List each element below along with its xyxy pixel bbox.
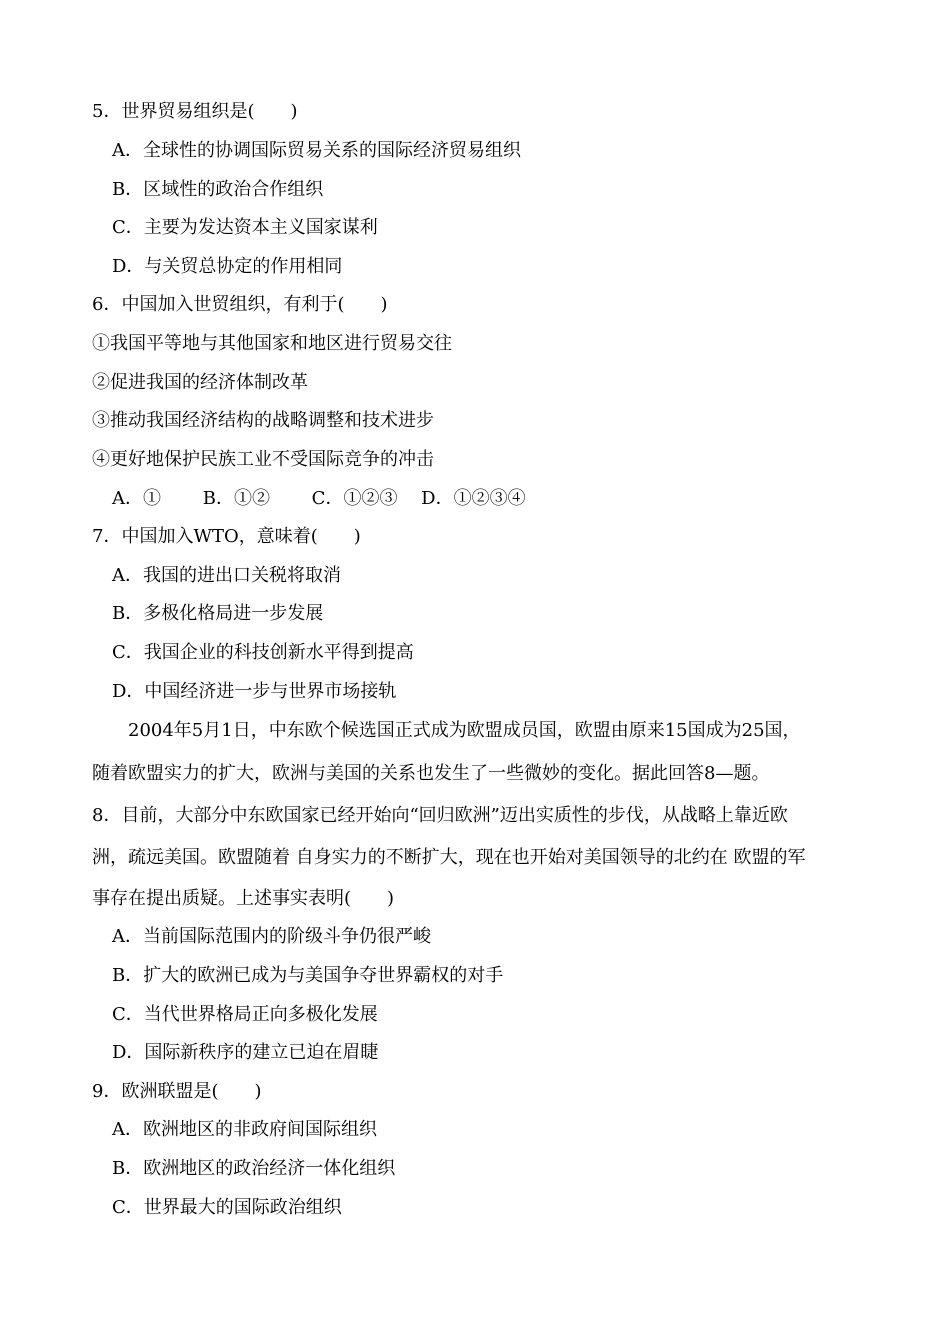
question-9-option-a: A．欧洲地区的非政府间国际组织 [112, 1119, 377, 1140]
material-paragraph-line-1: 2004年5月1日，中东欧个候选国正式成为欧盟成员国，欧盟由原来15国成为25国， [128, 720, 801, 741]
question-5-option-a: A．全球性的协调国际贸易关系的国际经济贸易组织 [112, 140, 521, 161]
question-8-option-c: C．当代世界格局正向多极化发展 [112, 1004, 378, 1025]
question-6-options: A．① B．①② C．①②③ D．①②③④ [112, 488, 526, 509]
question-9-option-c: C．世界最大的国际政治组织 [112, 1197, 342, 1218]
question-6-stem: 6．中国加入世贸组织，有利于( ) [92, 294, 388, 315]
question-8-option-d: D．国际新秩序的建立已迫在眉睫 [112, 1042, 379, 1063]
question-7-option-b: B．多极化格局进一步发展 [112, 603, 324, 624]
question-5-option-c: C．主要为发达资本主义国家谋利 [112, 217, 378, 238]
question-8-stem-line-1: 8．目前，大部分中东欧国家已经开始向“回归欧洲”迈出实质性的步伐，从战略上靠近欧 [92, 805, 788, 826]
question-7-stem: 7．中国加入WTO，意味着( ) [92, 526, 361, 547]
question-8-option-b: B．扩大的欧洲已成为与美国争夺世界霸权的对手 [112, 965, 504, 986]
question-6-statement-3: ③推动我国经济结构的战略调整和技术进步 [92, 410, 434, 431]
question-6-statement-2: ②促进我国的经济体制改革 [92, 372, 308, 393]
question-7-option-d: D．中国经济进一步与世界市场接轨 [112, 681, 397, 702]
question-8-option-a: A．当前国际范围内的阶级斗争仍很严峻 [112, 926, 431, 947]
material-paragraph-line-2: 随着欧盟实力的扩大，欧洲与美国的关系也发生了一些微妙的变化。据此回答8—题。 [92, 763, 770, 784]
question-9-option-b: B．欧洲地区的政治经济一体化组织 [112, 1158, 396, 1179]
question-6-statement-1: ①我国平等地与其他国家和地区进行贸易交往 [92, 333, 452, 354]
question-8-stem-line-3: 事存在提出质疑。上述事实表明( ) [92, 888, 395, 909]
question-6-statement-4: ④更好地保护民族工业不受国际竞争的冲击 [92, 449, 434, 470]
question-7-option-c: C．我国企业的科技创新水平得到提高 [112, 642, 414, 663]
question-8-stem-line-2: 洲，疏远美国。欧盟随着 自身实力的不断扩大，现在也开始对美国领导的北约在 欧盟的军 [92, 847, 806, 868]
question-5-option-b: B．区域性的政治合作组织 [112, 179, 324, 200]
question-5-option-d: D．与关贸总协定的作用相同 [112, 256, 343, 277]
question-5-stem: 5．世界贸易组织是( ) [92, 101, 298, 122]
question-9-stem: 9．欧洲联盟是( ) [92, 1081, 262, 1102]
question-7-option-a: A．我国的进出口关税将取消 [112, 565, 341, 586]
